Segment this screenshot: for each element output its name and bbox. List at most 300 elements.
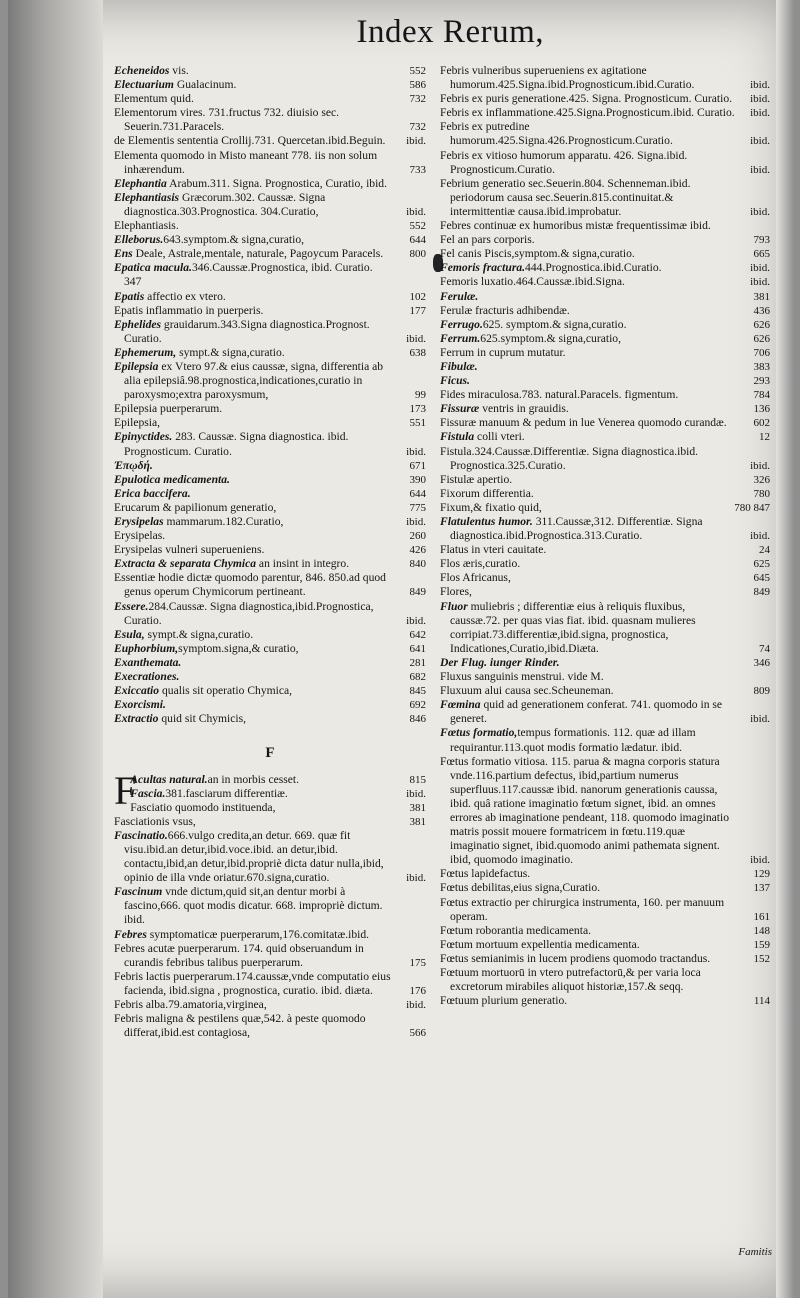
- index-entry: [440, 656, 770, 670]
- entry-term: Extractio: [114, 712, 159, 726]
- entry-text: Fœtus lapidefactus.: [440, 867, 531, 881]
- drop-cap: F: [114, 767, 137, 813]
- entry-text: Flatus in vteri cauitate.: [440, 543, 547, 557]
- entry-term: Fœtus formatio,: [440, 726, 518, 740]
- index-entry: [114, 149, 426, 177]
- entry-term: Extracta & separata Chymica: [114, 557, 257, 571]
- entry-term: Elephantia: [114, 176, 167, 190]
- index-entry: [440, 360, 770, 374]
- entry-text: Febris maligna & pestilens quæ,542. à peste quomodo differat,ibid.est contagiosa,: [114, 1012, 366, 1040]
- entry-text: Fœtum roborantia medicamenta.: [440, 923, 591, 937]
- entry-text: 444.Prognostica.ibid.Curatio.: [525, 261, 662, 275]
- catchword: Famitis: [738, 1246, 772, 1258]
- entry-page-ref: 780: [753, 487, 770, 500]
- entry-page-ref: 551: [409, 417, 426, 430]
- entry-term: Euphorbium,: [114, 641, 179, 655]
- entry-page-ref: ibid.: [406, 445, 426, 458]
- entry-page-ref: 644: [409, 234, 426, 247]
- index-entry: [440, 755, 770, 868]
- entry-page-ref: ibid.: [750, 276, 770, 289]
- index-entry: [114, 656, 426, 670]
- entry-page-ref: 732: [409, 121, 426, 134]
- entry-page-ref: 642: [409, 628, 426, 641]
- entry-page-ref: 176: [409, 984, 426, 997]
- index-entry: [440, 726, 770, 754]
- entry-page-ref: 566: [409, 1027, 426, 1040]
- entry-page-ref: 638: [409, 346, 426, 359]
- entry-text: Femoris luxatio.464.Caussæ.ibid.Signa.: [440, 275, 625, 289]
- entry-text: Febris ex puris generatione.425. Signa. Prognosticum. Curatio.: [440, 92, 733, 106]
- entry-text: vis.: [169, 64, 189, 77]
- entry-page-ref: 293: [753, 375, 770, 388]
- index-entry: [114, 529, 426, 543]
- index-entry: [440, 571, 770, 585]
- entry-page-ref: 626: [753, 332, 770, 345]
- entry-term: Flatulentus humor.: [440, 515, 533, 528]
- index-entry: [440, 867, 770, 881]
- index-entry: [114, 571, 426, 599]
- index-entry: [440, 585, 770, 599]
- entry-page-ref: 136: [753, 403, 770, 416]
- index-entry: [440, 416, 770, 430]
- index-entry: [114, 942, 426, 970]
- entry-text: quid sit Chymicis,: [158, 712, 247, 726]
- entry-term: Esula,: [114, 627, 145, 641]
- entry-text: Febres continuæ ex humoribus mistæ frequentissimæ ibid.: [440, 219, 711, 233]
- entry-term: Electuarium: [114, 78, 174, 92]
- entry-text: 311.Caussæ,312. Differentiæ. Signa diagnostica.ibid.Prognostica.313.Curatio.: [450, 515, 703, 543]
- index-entry: [114, 998, 426, 1012]
- entry-text: colli vteri.: [474, 430, 525, 444]
- index-entry: [440, 120, 770, 148]
- entry-page-ref: ibid.: [406, 999, 426, 1011]
- index-entry: [114, 134, 426, 148]
- entry-page-ref: 381: [753, 290, 770, 303]
- index-entry: [114, 600, 426, 628]
- left-f-entry-list: [114, 767, 426, 1041]
- entry-text: Essentiæ hodie dictæ quomodo parentur, 846. 850.ad quod genus operum Chymicorum pertineant.: [114, 571, 386, 599]
- entry-text: Elephantiasis.: [114, 219, 179, 233]
- entry-text: Febris alba.79.amatoria,virginea,: [114, 998, 267, 1011]
- entry-page-ref: 849: [753, 586, 770, 599]
- index-entry: [440, 64, 770, 92]
- entry-text: muliebris ; differentiæ eius à reliquis fluxibus, caussæ.72. per quas vias fiat. ibid. quasnam mulieres corripiat.73.differentiæ,ibid.signa, prognostica, Indicationes,Curatio,ibid.Diæta.: [450, 599, 696, 655]
- entry-page-ref: ibid.: [750, 262, 770, 275]
- index-entry: [114, 670, 426, 684]
- entry-text: Fides miraculosa.783. natural.Paracels. figmentum.: [440, 388, 679, 402]
- entry-page-ref: 552: [409, 220, 426, 233]
- entry-page-ref: 849: [409, 586, 426, 599]
- index-entry: [440, 430, 770, 444]
- entry-text: Elementorum vires. 731.fructus 732. diuisio sec. Seuerin.731.Paracels.: [114, 106, 340, 134]
- left-entry-list: [114, 64, 426, 726]
- left-column: [114, 64, 426, 1040]
- entry-text: Febris lactis puerperarum.174.caussæ,vnde computatio eius facienda, ibid.signa , prognostica, curatio. ibid. diæta.: [114, 969, 391, 997]
- entry-text: an insint in integro.: [256, 557, 350, 571]
- index-entry: [114, 64, 426, 78]
- entry-page-ref: 152: [753, 952, 770, 965]
- index-entry: [114, 402, 426, 416]
- entry-text: Fluxuum alui causa sec.Scheuneman.: [440, 684, 614, 698]
- index-entry: [440, 684, 770, 698]
- entry-term: Elephantiasis: [114, 190, 180, 204]
- entry-page-ref: 800: [409, 248, 426, 261]
- entry-text: 283. Caussæ. Signa diagnostica. ibid. Prognosticum. Curatio.: [124, 430, 349, 458]
- entry-term: Epinyctides.: [114, 430, 173, 444]
- index-entry: [440, 487, 770, 501]
- index-entry: [114, 247, 426, 261]
- entry-text: Fasciationis vsus,: [114, 814, 196, 828]
- index-entry: [114, 815, 426, 829]
- entry-text: vnde dictum,quid sit,an dentur morbi à fascino,666. quot modis dicatur. 668. impropriè dictum. ibid.: [124, 885, 383, 927]
- entry-term: Epulotica medicamenta.: [114, 472, 230, 486]
- entry-text: Ferulæ fracturis adhibendæ.: [440, 303, 570, 317]
- entry-page-ref: ibid.: [406, 787, 426, 800]
- entry-text: grauidarum.343.Signa diagnostica.Prognost. Curatio.: [124, 317, 370, 345]
- entry-text: Epilepsia puerperarum.: [114, 402, 223, 416]
- entry-page-ref: 24: [759, 544, 770, 557]
- entry-page-ref: 682: [409, 671, 426, 684]
- entry-page-ref: ibid.: [750, 135, 770, 148]
- entry-text: Febris ex inflammatione.425.Signa.Prognosticum.ibid. Curatio.: [440, 106, 735, 120]
- index-entry: [440, 388, 770, 402]
- index-entry: [114, 487, 426, 501]
- index-entry: [114, 318, 426, 346]
- index-entry: [440, 557, 770, 571]
- entry-page-ref: ibid.: [406, 135, 426, 148]
- right-entry-list: [440, 64, 770, 1008]
- entry-text: Fistulæ apertio.: [440, 472, 513, 486]
- entry-page-ref: 346: [753, 656, 770, 669]
- index-entry: [440, 332, 770, 346]
- index-entry: [440, 177, 770, 219]
- entry-page-ref: 436: [753, 304, 770, 317]
- entry-term: Femoris fractura.: [440, 261, 526, 275]
- entry-text: 381.fasciarum differentiæ.: [165, 786, 288, 800]
- entry-text: 643.symptom.& signa,curatio,: [163, 233, 305, 247]
- entry-term: Ephelides: [114, 317, 162, 331]
- index-entry: [114, 304, 426, 318]
- index-entry: [440, 261, 770, 275]
- entry-page-ref: ibid.: [750, 530, 770, 543]
- entry-term: Fibulæ.: [440, 359, 478, 373]
- entry-page-ref: 173: [409, 403, 426, 416]
- entry-text: Fissuræ manuum & pedum in lue Venerea quomodo curandæ.: [440, 416, 727, 430]
- entry-text: Fœtus semianimis in lucem prodiens quomodo tractandus.: [440, 951, 711, 965]
- index-entry: [114, 290, 426, 304]
- index-entry: [114, 684, 426, 698]
- entry-text: de Elementis sententia Crollij.731. Quercetan.ibid.Beguin.: [114, 134, 386, 148]
- entry-text: Febris ex vitioso humorum apparatu. 426. Signa.ibid. Prognosticum.Curatio.: [440, 148, 688, 176]
- entry-text: Epilepsia,: [114, 416, 161, 430]
- index-entry: [114, 78, 426, 92]
- entry-text: Flos Africanus,: [440, 571, 511, 585]
- index-entry: [114, 885, 426, 927]
- index-entry: [440, 304, 770, 318]
- index-entry: [114, 829, 426, 885]
- entry-text: Græcorum.302. Caussæ. Signa diagnostica.303.Prognostica. 304.Curatio,: [124, 190, 326, 218]
- index-entry: [114, 1012, 426, 1040]
- index-entry: [114, 698, 426, 712]
- entry-text: an in morbis cesset.: [207, 772, 300, 786]
- index-entry: [114, 233, 426, 247]
- entry-page-ref: 671: [409, 459, 426, 472]
- entry-page-ref: 148: [753, 924, 770, 937]
- entry-text: symptomaticæ puerperarum,176.comitatæ.ibid.: [146, 927, 370, 941]
- entry-page-ref: ibid.: [750, 713, 770, 726]
- index-entry: [114, 92, 426, 106]
- index-entry: [114, 801, 426, 815]
- entry-text: Febrium generatio sec.Seuerin.804. Schenneman.ibid. periodorum causa sec.Seuerin.815.continuitat.& intermittentiæ causa.ibid.improbatur.: [440, 176, 691, 218]
- entry-page-ref: 846: [409, 713, 426, 726]
- entry-term: Exorcismi.: [114, 698, 166, 712]
- entry-page-ref: 644: [409, 487, 426, 500]
- entry-term: Fascinatio.: [114, 828, 168, 842]
- index-entry: [440, 501, 770, 515]
- entry-text: Ferrum in cuprum mutatur.: [440, 345, 566, 359]
- entry-text: Elementum quid.: [114, 92, 194, 106]
- entry-term: Execrationes.: [114, 670, 180, 684]
- entry-term: Fœmina: [440, 698, 481, 712]
- entry-page-ref: 845: [409, 685, 426, 698]
- entry-term: Fistula: [440, 430, 475, 444]
- entry-text: Arabum.311. Signa. Prognostica, Curatio, ibid.: [166, 176, 387, 190]
- index-entry: [114, 642, 426, 656]
- entry-page-ref: 260: [409, 530, 426, 543]
- entry-text: Fœtus formatio vitiosa. 115. parua & magna corporis statura vnde.116.partium defectus, ibid,partium numerus superfluus.117.caussæ ibid. nanorum generationis caussa, ibid. quâ ratione imaginatio fœtum signet, ibid. an omnes errores ab imaginatione pendeant, 118. quomodo imaginatio matris possit mouere formatricem in fœtu.119.quæ imaginatio signet, ibid.quomodo animi pathemata signent. ibid, quomodo imaginatio.: [440, 754, 730, 867]
- entry-page-ref: 114: [753, 995, 770, 1008]
- index-entry: [114, 459, 426, 473]
- entry-text: Flos æris,curatio.: [440, 557, 521, 571]
- entry-text: Deale, Astrale,mentale, naturale, Pagoycum Paracels.: [132, 247, 384, 261]
- entry-text: 346.Caussæ.Prognostica, ibid. Curatio. 347: [124, 261, 373, 289]
- entry-page-ref: ibid.: [406, 516, 426, 528]
- entry-page-ref: ibid.: [406, 332, 426, 345]
- index-entry: [114, 416, 426, 430]
- entry-page-ref: 793: [753, 234, 770, 247]
- entry-text: Elementa quomodo in Misto maneant 778. iis non solum inhærendum.: [114, 148, 378, 176]
- entry-page-ref: 840: [409, 558, 426, 571]
- entry-page-ref: ibid.: [406, 205, 426, 218]
- index-entry: [440, 966, 770, 994]
- index-entry: [440, 952, 770, 966]
- index-entry: [114, 191, 426, 219]
- entry-term: Epatis: [114, 289, 145, 303]
- index-entry: [114, 106, 426, 134]
- index-entry: [440, 233, 770, 247]
- entry-page-ref: 426: [409, 544, 426, 557]
- entry-term: Febres: [114, 927, 147, 941]
- index-entry: [440, 543, 770, 557]
- entry-text: Febris vulneribus superueniens ex agitatione humorum.425.Signa.ibid.Prognosticum.ibid.Curatio.: [440, 64, 695, 92]
- entry-page-ref: 175: [409, 956, 426, 969]
- entry-page-ref: 177: [409, 304, 426, 317]
- index-entry: [440, 318, 770, 332]
- index-entry: [440, 247, 770, 261]
- entry-text: ventris in grauidis.: [479, 402, 569, 416]
- entry-page-ref: 552: [409, 65, 426, 77]
- index-entry: [114, 712, 426, 726]
- entry-page-ref: 692: [409, 699, 426, 712]
- entry-page-ref: 137: [753, 882, 770, 895]
- entry-term: Ficus.: [440, 374, 470, 388]
- index-entry: [114, 177, 426, 191]
- entry-page-ref: ibid.: [750, 163, 770, 176]
- entry-page-ref: 733: [409, 163, 426, 176]
- index-entry: [440, 290, 770, 304]
- entry-page-ref: 809: [753, 685, 770, 698]
- right-column: [440, 64, 770, 1008]
- index-entry: [440, 149, 770, 177]
- entry-page-ref: 586: [409, 79, 426, 92]
- entry-page-ref: 626: [753, 318, 770, 331]
- entry-term: Fascia.: [130, 786, 166, 800]
- entry-text: symptom.signa,& curatio,: [178, 641, 299, 655]
- entry-text: Fistula.324.Caussæ.Differentiæ. Signa diagnostica.ibid. Prognostica.325.Curatio.: [440, 444, 699, 472]
- index-entry: [440, 346, 770, 360]
- entry-page-ref: 625: [753, 558, 770, 571]
- entry-text: Fœtus debilitas,eius signa,Curatio.: [440, 881, 601, 895]
- entry-term: Ἐπῳδή.: [114, 458, 153, 472]
- entry-page-ref: ibid.: [406, 614, 426, 627]
- entry-term: Ferrugo.: [440, 317, 483, 331]
- index-entry: [114, 261, 426, 289]
- entry-term: Ens: [114, 247, 133, 261]
- entry-text: qualis sit operatio Chymica,: [159, 684, 293, 698]
- entry-page-ref: ibid.: [750, 107, 770, 120]
- index-entry: [440, 698, 770, 726]
- index-entry: [114, 928, 426, 942]
- entry-text: Fasciatio quomodo instituenda,: [130, 800, 276, 814]
- entry-text: sympt.& signa,curatio.: [176, 345, 285, 359]
- entry-text: 625.symptom.& signa,curatio,: [480, 331, 622, 345]
- entry-page-ref: 665: [753, 248, 770, 261]
- index-entry: [440, 881, 770, 895]
- page-title: Index Rerum,: [356, 14, 544, 50]
- entry-page-ref: 645: [753, 572, 770, 585]
- entry-page-ref: 12: [759, 431, 770, 444]
- index-entry: [114, 360, 426, 402]
- entry-page-ref: 641: [409, 642, 426, 655]
- index-entry: [114, 501, 426, 515]
- index-entry: [114, 970, 426, 998]
- index-entry: [440, 938, 770, 952]
- entry-page-ref: 383: [753, 360, 770, 373]
- entry-text: Fel canis Piscis,symptom.& signa,curatio.: [440, 247, 635, 261]
- entry-text: affectio ex vtero.: [144, 289, 226, 303]
- entry-text: Erucarum & papilionum generatio,: [114, 500, 277, 514]
- entry-text: Fœtum mortuum expellentia medicamenta.: [440, 937, 640, 951]
- entry-text: Fluxus sanguinis menstrui. vide M.: [440, 670, 604, 684]
- entry-page-ref: 129: [753, 868, 770, 881]
- entry-page-ref: ibid.: [750, 79, 770, 92]
- entry-page-ref: 281: [409, 656, 426, 669]
- index-entry: [440, 473, 770, 487]
- entry-text: Erysipelas.: [114, 529, 166, 543]
- index-entry: [440, 106, 770, 120]
- index-entry: [114, 628, 426, 642]
- entry-term: Erica baccifera.: [114, 486, 191, 500]
- index-entry: [440, 600, 770, 656]
- entry-page-ref: 102: [409, 290, 426, 303]
- entry-term: Essere.: [114, 599, 149, 613]
- index-entry: [114, 473, 426, 487]
- entry-term: Der Flug. iunger Rinder.: [440, 655, 560, 669]
- entry-text: Fœtus extractio per chirurgica instrumenta, 160. per manuum operam.: [440, 895, 725, 923]
- index-entry: [440, 670, 770, 684]
- index-entry: [440, 402, 770, 416]
- entry-page-ref: 74: [759, 642, 770, 655]
- index-page: [8, 0, 794, 1298]
- index-entry: [440, 374, 770, 388]
- entry-page-ref: ibid.: [406, 872, 426, 885]
- entry-term: Ferulæ.: [440, 289, 479, 303]
- entry-text: ex Vtero 97.& eius caussæ, signa, differentia ab alia epilepsiâ.98.prognostica,indicationes,curatio in paroxysmo;extra paroxysmum,: [124, 359, 384, 402]
- entry-page-ref: 775: [409, 501, 426, 514]
- entry-term: Fissuræ: [440, 402, 480, 416]
- entry-page-ref: 784: [753, 389, 770, 402]
- entry-page-ref: 381: [409, 801, 426, 814]
- entry-page-ref: 780 847: [734, 501, 770, 514]
- entry-term: Elleborus.: [114, 233, 164, 247]
- entry-page-ref: 99: [415, 389, 426, 402]
- entry-page-ref: 390: [409, 473, 426, 486]
- entry-page-ref: 602: [753, 417, 770, 430]
- entry-page-ref: ibid.: [750, 459, 770, 472]
- entry-page-ref: ibid.: [750, 205, 770, 218]
- entry-text: Fixum,& fixatio quid,: [440, 500, 542, 514]
- entry-term: Ephemerum,: [114, 345, 177, 359]
- entry-text: Fel an pars corporis.: [440, 233, 535, 247]
- entry-text: sympt.& signa,curatio.: [144, 627, 254, 641]
- section-letter: F: [265, 745, 275, 762]
- entry-term: Echeneidos: [114, 64, 170, 77]
- entry-page-ref: 161: [753, 910, 770, 923]
- entry-text: tempus formationis. 112. quæ ad illam requirantur.113.quot modis formatio lædatur. ibid.: [450, 726, 696, 754]
- entry-text: mammarum.182.Curatio,: [163, 515, 284, 528]
- entry-term: Ferrum.: [440, 331, 481, 345]
- entry-page-ref: 732: [409, 93, 426, 106]
- entry-text: 666.vulgo credita,an detur. 669. quæ fit visu.ibid.an detur,ibid.voce.ibid. an detur,ibid. contactu,ibid,an detur,ibid.propriè dicta datur nulla,ibid, opinio de illa vnde oriatur.670.signa,curatio.: [124, 828, 384, 885]
- index-entry: [114, 787, 426, 801]
- index-entry: [440, 515, 770, 543]
- index-entry: [440, 994, 770, 1008]
- entry-page-ref: ibid.: [750, 93, 770, 106]
- entry-term: Epilepsia: [114, 359, 159, 373]
- index-entry: [114, 346, 426, 360]
- entry-text: 284.Caussæ. Signa diagnostica,ibid.Prognostica, Curatio.: [124, 599, 374, 627]
- index-entry: [440, 92, 770, 106]
- entry-text: Erysipelas vulneri superueniens.: [114, 543, 265, 557]
- entry-text: Fixorum differentia.: [440, 486, 534, 500]
- entry-page-ref: 815: [409, 773, 426, 786]
- entry-text: Gualacinum.: [173, 78, 237, 92]
- entry-text: Fœtuum mortuorū in vtero putrefactorū,& per varia loca excretorum mirabiles aliquot historiæ,157.& seqq.: [440, 966, 701, 994]
- entry-term: Exanthemata.: [114, 655, 182, 669]
- entry-text: Epatis inflammatio in puerperis.: [114, 303, 264, 317]
- entry-page-ref: 706: [753, 346, 770, 359]
- entry-page-ref: 159: [753, 938, 770, 951]
- index-entry: [440, 219, 770, 233]
- index-entry: [114, 543, 426, 557]
- entry-term: Erysipelas: [114, 515, 164, 528]
- index-entry: [440, 275, 770, 289]
- index-entry: [440, 445, 770, 473]
- entry-page-ref: ibid.: [750, 854, 770, 867]
- index-entry: [114, 430, 426, 458]
- entry-term: Epatica macula.: [114, 261, 192, 275]
- entry-term: Fascinum: [114, 885, 163, 899]
